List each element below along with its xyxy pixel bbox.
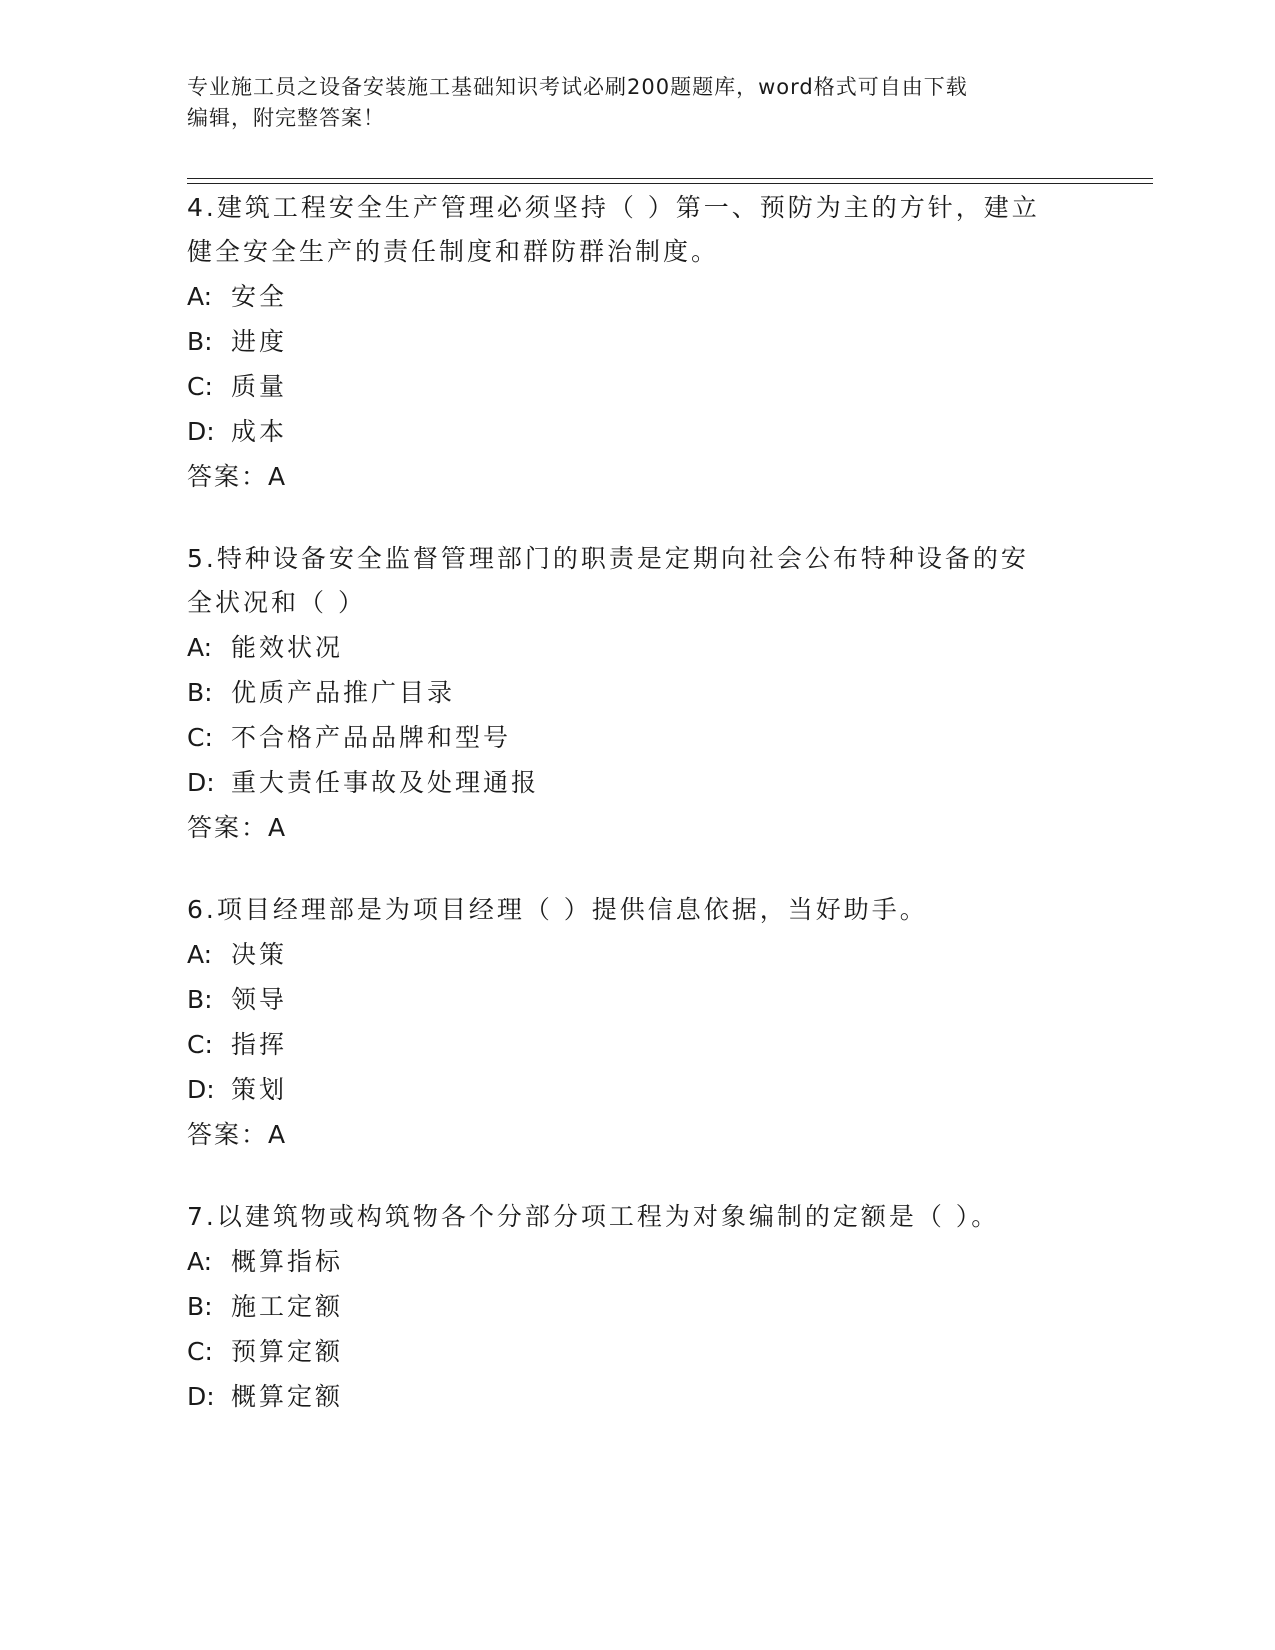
option-key: C:	[187, 372, 213, 401]
option-text: 决策	[231, 940, 288, 969]
option-key: A:	[187, 633, 213, 662]
option-b	[187, 670, 1087, 715]
option-key: B:	[187, 1292, 213, 1321]
option-a	[187, 1239, 1087, 1284]
document-header	[187, 72, 1087, 134]
option-c	[187, 1329, 1087, 1374]
header-divider-bottom	[187, 183, 1153, 184]
option-c	[187, 364, 1087, 409]
option-b	[187, 977, 1087, 1022]
option-text: 概算指标	[231, 1247, 344, 1276]
option-a	[187, 625, 1087, 670]
option-a	[187, 932, 1087, 977]
option-key: C:	[187, 723, 213, 752]
answer-line	[187, 1112, 1087, 1157]
option-text: 指挥	[231, 1030, 288, 1059]
header-line-1: 专业施工员之设备安装施工基础知识考试必刷200题题库，word格式可自由下载	[187, 75, 968, 99]
option-text: 施工定额	[231, 1292, 344, 1321]
question-4	[187, 186, 1087, 499]
option-text: 进度	[231, 327, 288, 356]
option-key: D:	[187, 1075, 215, 1104]
option-key: D:	[187, 768, 215, 797]
answer-value: A	[268, 813, 288, 842]
option-text: 策划	[231, 1075, 288, 1104]
option-d	[187, 1374, 1087, 1419]
option-text: 领导	[231, 985, 288, 1014]
option-text: 概算定额	[231, 1382, 344, 1411]
answer-value: A	[268, 1120, 288, 1149]
answer-label: 答案：	[187, 1120, 269, 1149]
option-b	[187, 1284, 1087, 1329]
option-key: A:	[187, 940, 213, 969]
question-6	[187, 888, 1087, 1157]
question-text-line: 健全安全生产的责任制度和群防群治制度。	[187, 237, 720, 266]
option-key: D:	[187, 417, 215, 446]
option-c	[187, 1022, 1087, 1067]
option-b	[187, 319, 1087, 364]
question-text-line: 5.特种设备安全监督管理部门的职责是定期向社会公布特种设备的安	[187, 544, 1029, 573]
header-divider-top	[187, 178, 1153, 179]
option-text: 安全	[231, 282, 288, 311]
option-text: 预算定额	[231, 1337, 344, 1366]
question-text-line: 6.项目经理部是为项目经理（ ）提供信息依据，当好助手。	[187, 895, 928, 924]
option-text: 重大责任事故及处理通报	[231, 768, 540, 797]
question-text-line: 7.以建筑物或构筑物各个分部分项工程为对象编制的定额是（ ）。	[187, 1202, 1000, 1231]
header-line-2: 编辑，附完整答案！	[187, 106, 385, 130]
option-d	[187, 409, 1087, 454]
option-key: A:	[187, 1247, 213, 1276]
question-5	[187, 537, 1087, 850]
answer-line	[187, 805, 1087, 850]
option-key: B:	[187, 678, 213, 707]
option-key: B:	[187, 985, 213, 1014]
option-c	[187, 715, 1087, 760]
answer-value: A	[268, 462, 288, 491]
option-key: B:	[187, 327, 213, 356]
option-text: 成本	[231, 417, 288, 446]
question-7	[187, 1195, 1087, 1419]
option-text: 能效状况	[231, 633, 344, 662]
option-key: C:	[187, 1337, 213, 1366]
option-text: 不合格产品品牌和型号	[231, 723, 512, 752]
answer-label: 答案：	[187, 462, 269, 491]
option-text: 优质产品推广目录	[231, 678, 456, 707]
answer-label: 答案：	[187, 813, 269, 842]
question-text-line: 全状况和（ ）	[187, 588, 366, 617]
question-text-line: 4.建筑工程安全生产管理必须坚持（ ）第一、预防为主的方针，建立	[187, 193, 1040, 222]
option-key: A:	[187, 282, 213, 311]
option-a	[187, 274, 1087, 319]
option-key: C:	[187, 1030, 213, 1059]
option-d	[187, 760, 1087, 805]
question-list	[187, 186, 1087, 1457]
option-key: D:	[187, 1382, 215, 1411]
option-text: 质量	[231, 372, 288, 401]
option-d	[187, 1067, 1087, 1112]
answer-line	[187, 454, 1087, 499]
